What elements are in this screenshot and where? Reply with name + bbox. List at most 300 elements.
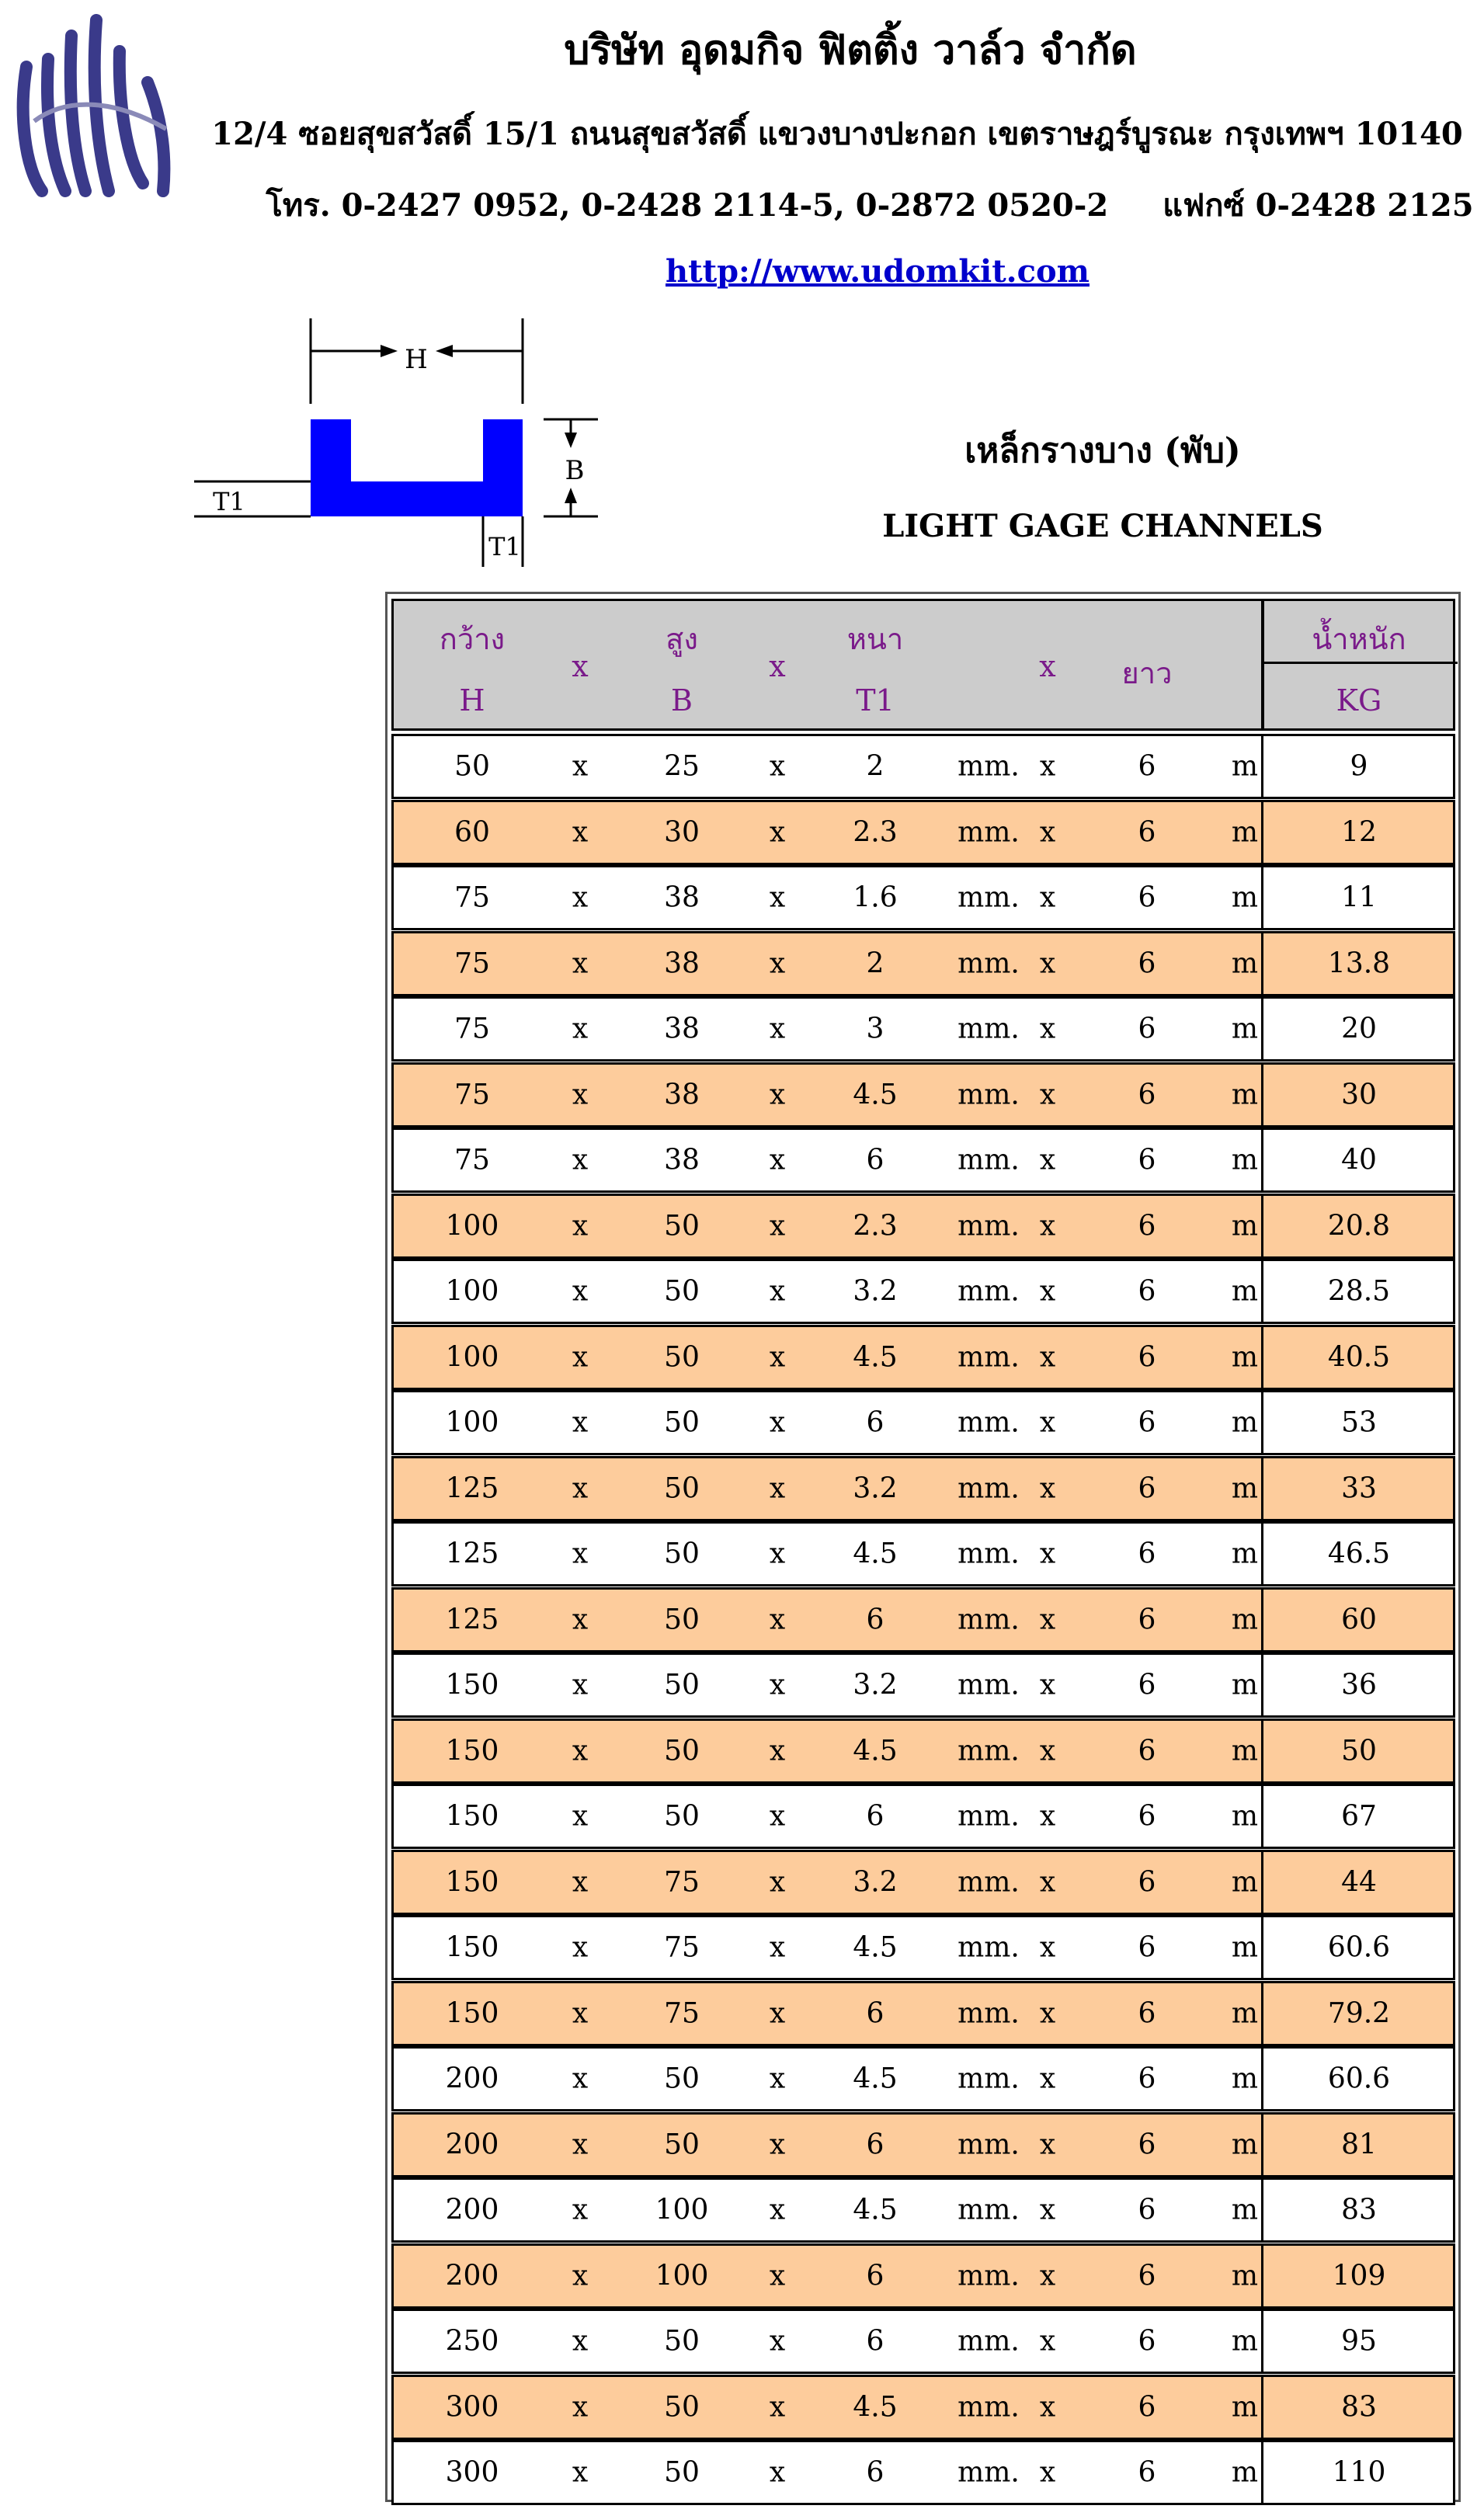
cell-sep: x [1039,2456,1056,2489]
cell-length: 6 [1138,1079,1156,1111]
cell-sep: x [1039,1275,1056,1308]
cell-thickness: 6 [866,1997,884,2030]
cell-length: 6 [1138,881,1156,914]
cell-unit-mm: mm. [957,1866,1020,1899]
cell-unit-m: m [1231,750,1259,783]
cell-unit-mm: mm. [957,1406,1020,1439]
cell-unit-mm: mm. [957,1275,1020,1308]
cell-unit-m: m [1231,1997,1259,2030]
cell-unit-mm: mm. [957,1735,1020,1767]
cell-thickness: 6 [866,2129,884,2161]
fax-number: แฟกซ์ 0-2428 2125 [1163,187,1474,224]
cell-length: 6 [1138,1341,1156,1374]
cell-sep: x [769,1013,786,1045]
udomkit-logo [11,5,183,208]
cell-thickness: 6 [866,1144,884,1176]
cell-weight: 60 [1341,1604,1377,1636]
cell-sep: x [1039,1210,1056,1242]
cell-weight: 50 [1341,1735,1377,1767]
cell-weight: 30 [1341,1079,1377,1111]
table-row [391,1981,1455,2046]
cell-sep: x [1039,1997,1056,2030]
header-height-th: สูง [666,622,698,656]
cell-weight: 81 [1341,2129,1377,2161]
table-row [391,1456,1455,1521]
cell-unit-mm: mm. [957,1800,1020,1833]
cell-sep: x [769,2456,786,2489]
cell-height: 100 [655,2194,709,2226]
cell-height: 50 [664,1275,700,1308]
header-weight-th: น้ำหนัก [1312,622,1406,656]
cell-length: 6 [1138,1538,1156,1570]
table-header [391,599,1455,731]
cell-sep: x [572,2456,589,2489]
cell-width: 75 [454,1144,490,1176]
cell-length: 6 [1138,2325,1156,2358]
cell-unit-m: m [1231,1604,1259,1636]
cell-sep: x [1039,1079,1056,1111]
table-row [391,2309,1455,2374]
cell-width: 200 [445,2260,499,2292]
table-row [391,1259,1455,1324]
cell-unit-mm: mm. [957,881,1020,914]
cell-weight: 83 [1341,2194,1377,2226]
cell-height: 38 [664,1144,700,1176]
cell-weight: 83 [1341,2391,1377,2424]
cell-unit-mm: mm. [957,2260,1020,2292]
cell-width: 100 [445,1406,499,1439]
cell-width: 150 [445,1866,499,1899]
cell-unit-m: m [1231,1538,1259,1570]
phone-numbers: โทร. 0-2427 0952, 0-2428 2114-5, 0-2872 0520-2 [266,187,1109,224]
cell-sep: x [769,947,786,980]
cell-sep: x [769,816,786,849]
cell-sep: x [572,1079,589,1111]
cell-sep: x [769,1931,786,1964]
table-row [391,1850,1455,1915]
table-row [391,2112,1455,2177]
cell-unit-m: m [1231,1669,1259,1701]
cell-sep: x [769,2129,786,2161]
cell-sep: x [1039,1538,1056,1570]
cell-unit-mm: mm. [957,2325,1020,2358]
cell-height: 50 [664,2391,700,2424]
cell-thickness: 2 [866,750,884,783]
cell-thickness: 3 [866,1013,884,1045]
cell-length: 6 [1138,2260,1156,2292]
cell-width: 60 [454,816,490,849]
header-width-th: กว้าง [439,622,506,656]
table-row [391,800,1455,865]
table-row [391,2440,1455,2505]
cell-sep: x [572,816,589,849]
cell-thickness: 4.5 [853,1931,898,1964]
cell-sep: x [572,1406,589,1439]
cell-width: 150 [445,1669,499,1701]
cell-unit-m: m [1231,1931,1259,1964]
cell-height: 50 [664,1800,700,1833]
cell-length: 6 [1138,2062,1156,2095]
cell-thickness: 4.5 [853,1079,898,1111]
cell-sep: x [1039,947,1056,980]
cell-width: 150 [445,1735,499,1767]
cell-weight: 60.6 [1327,2062,1391,2095]
cell-thickness: 6 [866,1406,884,1439]
cell-unit-m: m [1231,1341,1259,1374]
cell-sep: x [572,750,589,783]
cell-width: 100 [445,1275,499,1308]
cell-width: 75 [454,881,490,914]
cell-height: 38 [664,947,700,980]
cell-weight: 12 [1341,816,1377,849]
table-row [391,1325,1455,1390]
cell-height: 50 [664,2456,700,2489]
cell-sep: x [769,881,786,914]
cell-sep: x [769,1079,786,1111]
cell-width: 250 [445,2325,499,2358]
cell-sep: x [572,1341,589,1374]
cell-thickness: 4.5 [853,2391,898,2424]
cell-width: 125 [445,1472,499,1505]
cell-unit-mm: mm. [957,1341,1020,1374]
cell-weight: 67 [1341,1800,1377,1833]
cell-thickness: 6 [866,1800,884,1833]
cell-length: 6 [1138,1406,1156,1439]
cell-height: 30 [664,816,700,849]
cell-unit-m: m [1231,2194,1259,2226]
cell-width: 125 [445,1604,499,1636]
cell-height: 38 [664,1079,700,1111]
cell-unit-mm: mm. [957,1472,1020,1505]
cell-thickness: 4.5 [853,2062,898,2095]
cell-weight: 40 [1341,1144,1377,1176]
cell-sep: x [572,2260,589,2292]
cell-width: 50 [454,750,490,783]
cell-weight: 46.5 [1327,1538,1391,1570]
table-row [391,1587,1455,1652]
cell-unit-m: m [1231,1406,1259,1439]
cell-thickness: 3.2 [853,1472,898,1505]
cell-unit-m: m [1231,1275,1259,1308]
cell-unit-mm: mm. [957,1538,1020,1570]
cell-unit-mm: mm. [957,750,1020,783]
cell-length: 6 [1138,816,1156,849]
cell-length: 6 [1138,1275,1156,1308]
cell-width: 200 [445,2129,499,2161]
cell-length: 6 [1138,1866,1156,1899]
cell-unit-mm: mm. [957,2456,1020,2489]
cell-length: 6 [1138,2194,1156,2226]
cell-sep: x [572,1931,589,1964]
cell-sep: x [1039,881,1056,914]
cell-height: 75 [664,1997,700,2030]
cell-unit-mm: mm. [957,816,1020,849]
cell-thickness: 1.6 [853,881,898,914]
cell-unit-mm: mm. [957,2194,1020,2226]
cell-weight: 36 [1341,1669,1377,1701]
cell-unit-mm: mm. [957,1079,1020,1111]
cell-unit-m: m [1231,2325,1259,2358]
cell-unit-m: m [1231,1079,1259,1111]
table-row [391,1062,1455,1128]
cell-height: 50 [664,2129,700,2161]
cell-length: 6 [1138,1144,1156,1176]
cell-sep: x [1039,1406,1056,1439]
table-row [391,2046,1455,2111]
cell-width: 200 [445,2194,499,2226]
cell-height: 38 [664,881,700,914]
cell-sep: x [1039,2129,1056,2161]
cell-width: 100 [445,1341,499,1374]
cell-height: 50 [664,1538,700,1570]
header-sep-1: x [572,649,589,683]
cell-height: 100 [655,2260,709,2292]
cell-unit-mm: mm. [957,1997,1020,2030]
cell-length: 6 [1138,1604,1156,1636]
cell-length: 6 [1138,2129,1156,2161]
cell-sep: x [1039,1604,1056,1636]
cell-sep: x [572,1210,589,1242]
company-name: บริษัท อุดมกิจ ฟิตติ้ง วาล์ว จำกัด [564,26,1137,74]
cell-width: 75 [454,1079,490,1111]
cell-sep: x [572,1669,589,1701]
cell-length: 6 [1138,1800,1156,1833]
cell-thickness: 6 [866,2260,884,2292]
channel-cross-section-diagram [186,318,621,575]
cell-height: 50 [664,1406,700,1439]
cell-thickness: 3.2 [853,1866,898,1899]
table-row [391,865,1455,930]
cell-height: 50 [664,2062,700,2095]
cell-unit-m: m [1231,1866,1259,1899]
cell-sep: x [572,1735,589,1767]
diagram-label-h: H [405,344,428,375]
cell-height: 50 [664,1472,700,1505]
cell-length: 6 [1138,1210,1156,1242]
cell-sep: x [769,1669,786,1701]
header-length-th: ยาว [1121,656,1173,690]
cell-weight: 79.2 [1327,1997,1391,2030]
cell-unit-m: m [1231,1013,1259,1045]
cell-sep: x [769,2260,786,2292]
cell-weight: 20.8 [1327,1210,1391,1242]
cell-sep: x [769,1210,786,1242]
cell-sep: x [769,1866,786,1899]
cell-sep: x [769,750,786,783]
header-width-en: H [459,683,485,718]
cell-weight: 109 [1332,2260,1386,2292]
cell-sep: x [769,2325,786,2358]
cell-sep: x [769,1735,786,1767]
diagram-label-t1-bottom: T1 [488,532,521,561]
cell-sep: x [572,1800,589,1833]
cell-unit-mm: mm. [957,1013,1020,1045]
cell-unit-m: m [1231,1735,1259,1767]
cell-sep: x [1039,750,1056,783]
header-sep-2: x [769,649,786,683]
cell-sep: x [1039,1341,1056,1374]
cell-unit-m: m [1231,2129,1259,2161]
cell-thickness: 6 [866,1604,884,1636]
cell-width: 75 [454,1013,490,1045]
table-row [391,1915,1455,1980]
cell-thickness: 4.5 [853,1538,898,1570]
cell-weight: 20 [1341,1013,1377,1045]
cell-height: 50 [664,1669,700,1701]
cell-unit-m: m [1231,1210,1259,1242]
cell-sep: x [769,2194,786,2226]
cell-sep: x [1039,2062,1056,2095]
cell-unit-mm: mm. [957,1931,1020,1964]
table-row [391,2177,1455,2243]
cell-width: 125 [445,1538,499,1570]
cell-weight: 28.5 [1327,1275,1391,1308]
cell-height: 38 [664,1013,700,1045]
cell-unit-m: m [1231,2260,1259,2292]
cell-sep: x [572,1866,589,1899]
cell-unit-m: m [1231,1800,1259,1833]
cell-sep: x [572,947,589,980]
cell-height: 50 [664,2325,700,2358]
cell-sep: x [572,2325,589,2358]
cell-length: 6 [1138,2456,1156,2489]
cell-thickness: 2.3 [853,1210,898,1242]
header-thickness-th: หนา [846,622,904,656]
cell-sep: x [1039,1931,1056,1964]
table-row [391,1128,1455,1193]
cell-height: 50 [664,1341,700,1374]
cell-width: 100 [445,1210,499,1242]
table-row [391,931,1455,996]
cell-unit-m: m [1231,1144,1259,1176]
cell-length: 6 [1138,1669,1156,1701]
cell-unit-mm: mm. [957,2391,1020,2424]
cell-thickness: 3.2 [853,1669,898,1701]
cell-sep: x [572,1013,589,1045]
cell-length: 6 [1138,1931,1156,1964]
cell-width: 150 [445,1931,499,1964]
table-row [391,1194,1455,1259]
cell-unit-m: m [1231,2062,1259,2095]
product-title-thai: เหล็กรางบาง (พับ) [964,431,1241,471]
cell-sep: x [572,1275,589,1308]
cell-length: 6 [1138,750,1156,783]
table-row [391,734,1455,799]
cell-weight: 110 [1332,2456,1386,2489]
table-row [391,2375,1455,2440]
cell-thickness: 2.3 [853,816,898,849]
cell-unit-m: m [1231,881,1259,914]
cell-sep: x [572,2129,589,2161]
cell-thickness: 6 [866,2456,884,2489]
cell-thickness: 4.5 [853,2194,898,2226]
website-link[interactable]: http://www.udomkit.com [666,253,1090,290]
cell-sep: x [572,1472,589,1505]
cell-weight: 44 [1341,1866,1377,1899]
cell-height: 75 [664,1931,700,1964]
cell-weight: 9 [1350,750,1368,783]
table-row [391,1652,1455,1718]
cell-width: 300 [445,2456,499,2489]
cell-sep: x [572,881,589,914]
cell-weight: 60.6 [1327,1931,1391,1964]
cell-unit-mm: mm. [957,1210,1020,1242]
cell-sep: x [769,1144,786,1176]
cell-weight: 95 [1341,2325,1377,2358]
cell-sep: x [769,1341,786,1374]
table-row [391,1521,1455,1586]
cell-sep: x [1039,2260,1056,2292]
cell-height: 50 [664,1604,700,1636]
cell-length: 6 [1138,2391,1156,2424]
cell-sep: x [769,2391,786,2424]
cell-unit-mm: mm. [957,1144,1020,1176]
diagram-label-b: B [565,455,585,486]
cell-unit-m: m [1231,947,1259,980]
cell-sep: x [769,1800,786,1833]
cell-sep: x [769,1538,786,1570]
cell-unit-m: m [1231,816,1259,849]
cell-sep: x [1039,1800,1056,1833]
cell-height: 25 [664,750,700,783]
cell-sep: x [1039,2391,1056,2424]
cell-height: 50 [664,1210,700,1242]
cell-sep: x [1039,1013,1056,1045]
cell-sep: x [572,2194,589,2226]
cell-sep: x [769,1604,786,1636]
cell-sep: x [769,2062,786,2095]
header-thickness-en: T1 [856,683,895,718]
cell-sep: x [572,1538,589,1570]
cell-sep: x [572,2062,589,2095]
cell-sep: x [1039,816,1056,849]
cell-sep: x [572,1144,589,1176]
cell-sep: x [572,1604,589,1636]
cell-sep: x [1039,1669,1056,1701]
cell-sep: x [572,2391,589,2424]
cell-unit-mm: mm. [957,2062,1020,2095]
cell-width: 200 [445,2062,499,2095]
cell-width: 150 [445,1997,499,2030]
cell-unit-mm: mm. [957,2129,1020,2161]
cell-unit-m: m [1231,2391,1259,2424]
cell-sep: x [1039,1472,1056,1505]
cell-unit-mm: mm. [957,1604,1020,1636]
cell-sep: x [572,1997,589,2030]
cell-width: 75 [454,947,490,980]
company-contact [264,180,1475,230]
cell-weight: 13.8 [1327,947,1391,980]
company-address: 12/4 ซอยสุขสวัสดิ์ 15/1 ถนนสุขสวัสดิ์ แขวงบางปะกอก เขตราษฎร์บูรณะ กรุงเทพฯ 10140 [211,116,1463,152]
cell-unit-m: m [1231,1472,1259,1505]
cell-sep: x [1039,1735,1056,1767]
product-title-english: LIGHT GAGE CHANNELS [882,508,1323,544]
table-row [391,1390,1455,1455]
cell-height: 50 [664,1735,700,1767]
cell-sep: x [769,1472,786,1505]
cell-sep: x [1039,2194,1056,2226]
cell-length: 6 [1138,947,1156,980]
cell-weight: 40.5 [1327,1341,1391,1374]
cell-weight: 53 [1341,1406,1377,1439]
cell-height: 75 [664,1866,700,1899]
cell-thickness: 3.2 [853,1275,898,1308]
cell-thickness: 4.5 [853,1341,898,1374]
cell-sep: x [769,1275,786,1308]
cell-sep: x [1039,1866,1056,1899]
cell-thickness: 4.5 [853,1735,898,1767]
cell-length: 6 [1138,1997,1156,2030]
